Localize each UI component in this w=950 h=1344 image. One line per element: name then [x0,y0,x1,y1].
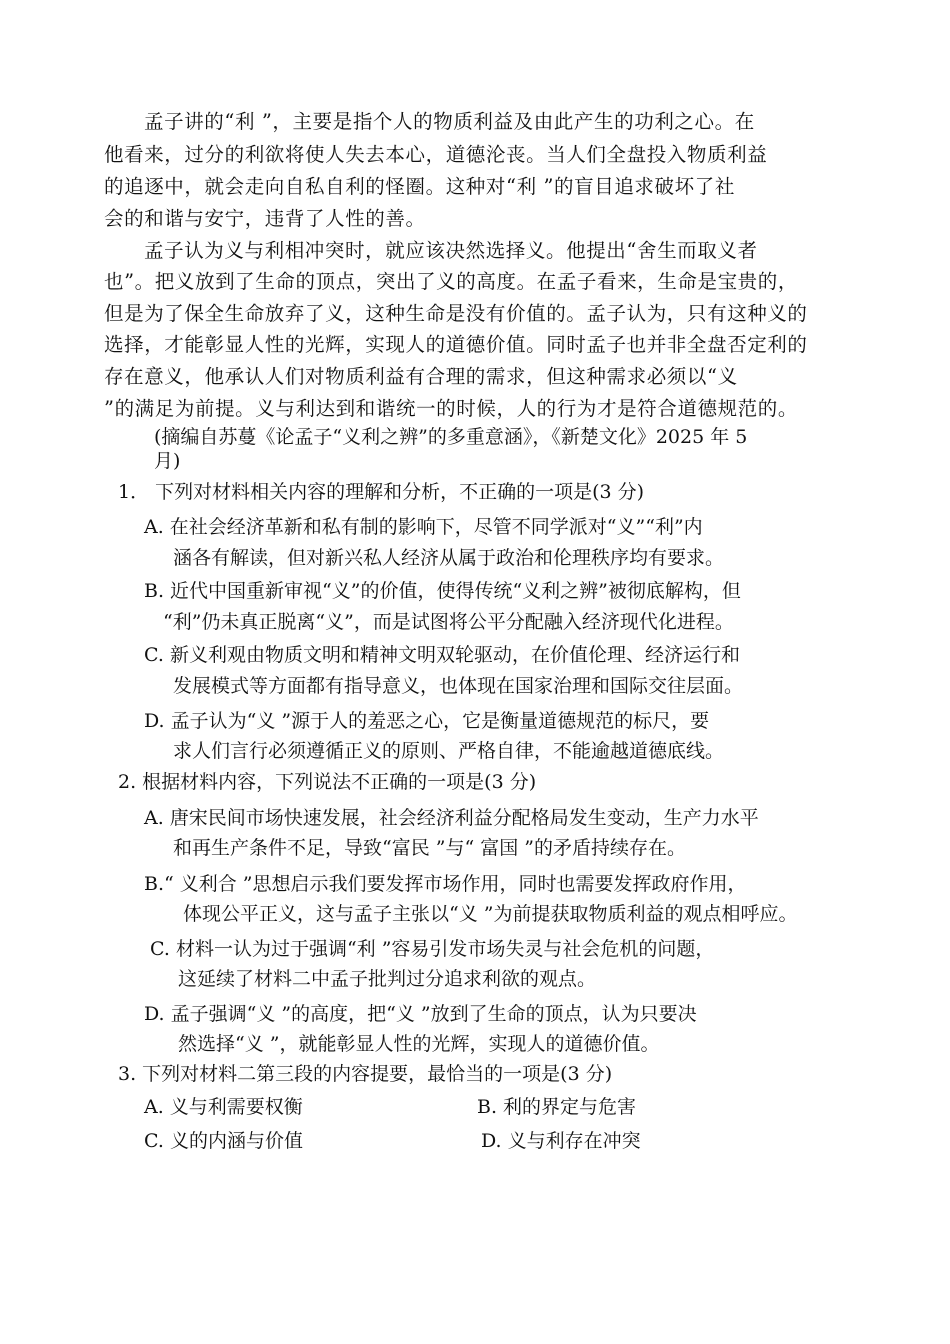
q3-stem: 3. 下列对材料二第三段的内容提要，最恰当的一项是(3 分) [118,1063,613,1085]
q3-option-a: A. 义与利需要权衡 [144,1096,303,1118]
paragraph1-line-2: 他看来，过分的利欲将使人失去本心，道德沦丧。当人们全盘投入物质利益 [104,143,768,166]
paragraph2-line-3: 但是为了保全生命放弃了义，这种生命是没有价值的。孟子认为，只有这种义的 [104,302,808,325]
q1-option-d-line-1: D. 孟子认为“义 ”源于人的羞恶之心，它是衡量道德规范的标尺，要 [144,710,710,732]
q1-option-b-line-1: B. 近代中国重新审视“义”的价值，使得传统“义利之辨”被彻底解构，但 [144,580,741,602]
source-line-1: (摘编自苏蔓《论孟子“义利之辨”的多重意涵》，《新楚文化》2025 年 5 [154,426,748,448]
q2-option-b-line-1: B.“ 义利合 ”思想启示我们要发挥市场作用，同时也需要发挥政府作用， [144,873,747,895]
q1-stem: 1． 下列对材料相关内容的理解和分析，不正确的一项是(3 分) [118,481,645,503]
paragraph1-line-1: 孟子讲的“利 ”，主要是指个人的物质利益及由此产生的功利之心。在 [144,110,755,133]
paragraph2-line-2: 也”。把义放到了生命的顶点，突出了义的高度。在孟子看来，生命是宝贵的， [104,270,798,293]
q2-option-b-line-2: 体现公平正义，这与孟子主张以“义 ”为前提获取物质利益的观点相呼应。 [183,903,798,925]
q3-option-c: C. 义的内涵与价值 [144,1130,303,1152]
q2-option-d-line-1: D. 孟子强调“义 ”的高度，把“义 ”放到了生命的顶点，认为只要决 [144,1003,697,1025]
q1-option-c-line-2: 发展模式等方面都有指导意义，也体现在国家治理和国际交往层面。 [173,675,744,697]
q2-option-d-line-2: 然选择“义 ”，就能彰显人性的光辉，实现人的道德价值。 [178,1033,660,1055]
q2-option-c-line-1: C. 材料一认为过于强调“利 ”容易引发市场失灵与社会危机的问题， [150,938,715,960]
paragraph2-line-5: 存在意义，他承认人们对物质利益有合理的需求，但这种需求必须以“义 [104,365,738,388]
q1-option-a-line-1: A. 在社会经济革新和私有制的影响下，尽管不同学派对“义”“利”内 [144,516,703,538]
q1-option-d-line-2: 求人们言行必须遵循正义的原则、严格自律，不能逾越道德底线。 [173,740,725,762]
paragraph2-line-6: ”的满足为前提。义与利达到和谐统一的时候，人的行为才是符合道德规范的。 [104,397,798,420]
paragraph2-line-1: 孟子认为义与利相冲突时，就应该决然选择义。他提出“舍生而取义者 [144,239,758,262]
q2-option-a-line-1: A. 唐宋民间市场快速发展，社会经济利益分配格局发生变动，生产力水平 [144,807,759,829]
q2-option-c-line-2: 这延续了材料二中孟子批判过分追求利欲的观点。 [178,968,597,990]
q3-option-b: B. 利的界定与危害 [477,1096,637,1118]
paragraph1-line-4: 会的和谐与安宁，违背了人性的善。 [104,207,426,230]
source-line-2: 月) [154,450,181,472]
q2-option-a-line-2: 和再生产条件不足，导致“富民 ”与“ 富国 ”的矛盾持续存在。 [173,837,686,859]
paragraph1-line-3: 的追逐中，就会走向自私自利的怪圈。这种对“利 ”的盲目追求破坏了社 [104,175,735,198]
q1-option-c-line-1: C. 新义利观由物质文明和精神文明双轮驱动，在价值伦理、经济运行和 [144,644,740,666]
q1-option-b-line-2: “利”仍未真正脱离“义”，而是试图将公平分配融入经济现代化进程。 [163,611,734,633]
q1-option-a-line-2: 涵各有解读，但对新兴私人经济从属于政治和伦理秩序均有要求。 [173,547,725,569]
q2-stem: 2. 根据材料内容，下列说法不正确的一项是(3 分) [118,771,537,793]
paragraph2-line-4: 选择，才能彰显人性的光辉，实现人的道德价值。同时孟子也并非全盘否定利的 [104,333,808,356]
q3-option-d: D. 义与利存在冲突 [481,1130,641,1152]
